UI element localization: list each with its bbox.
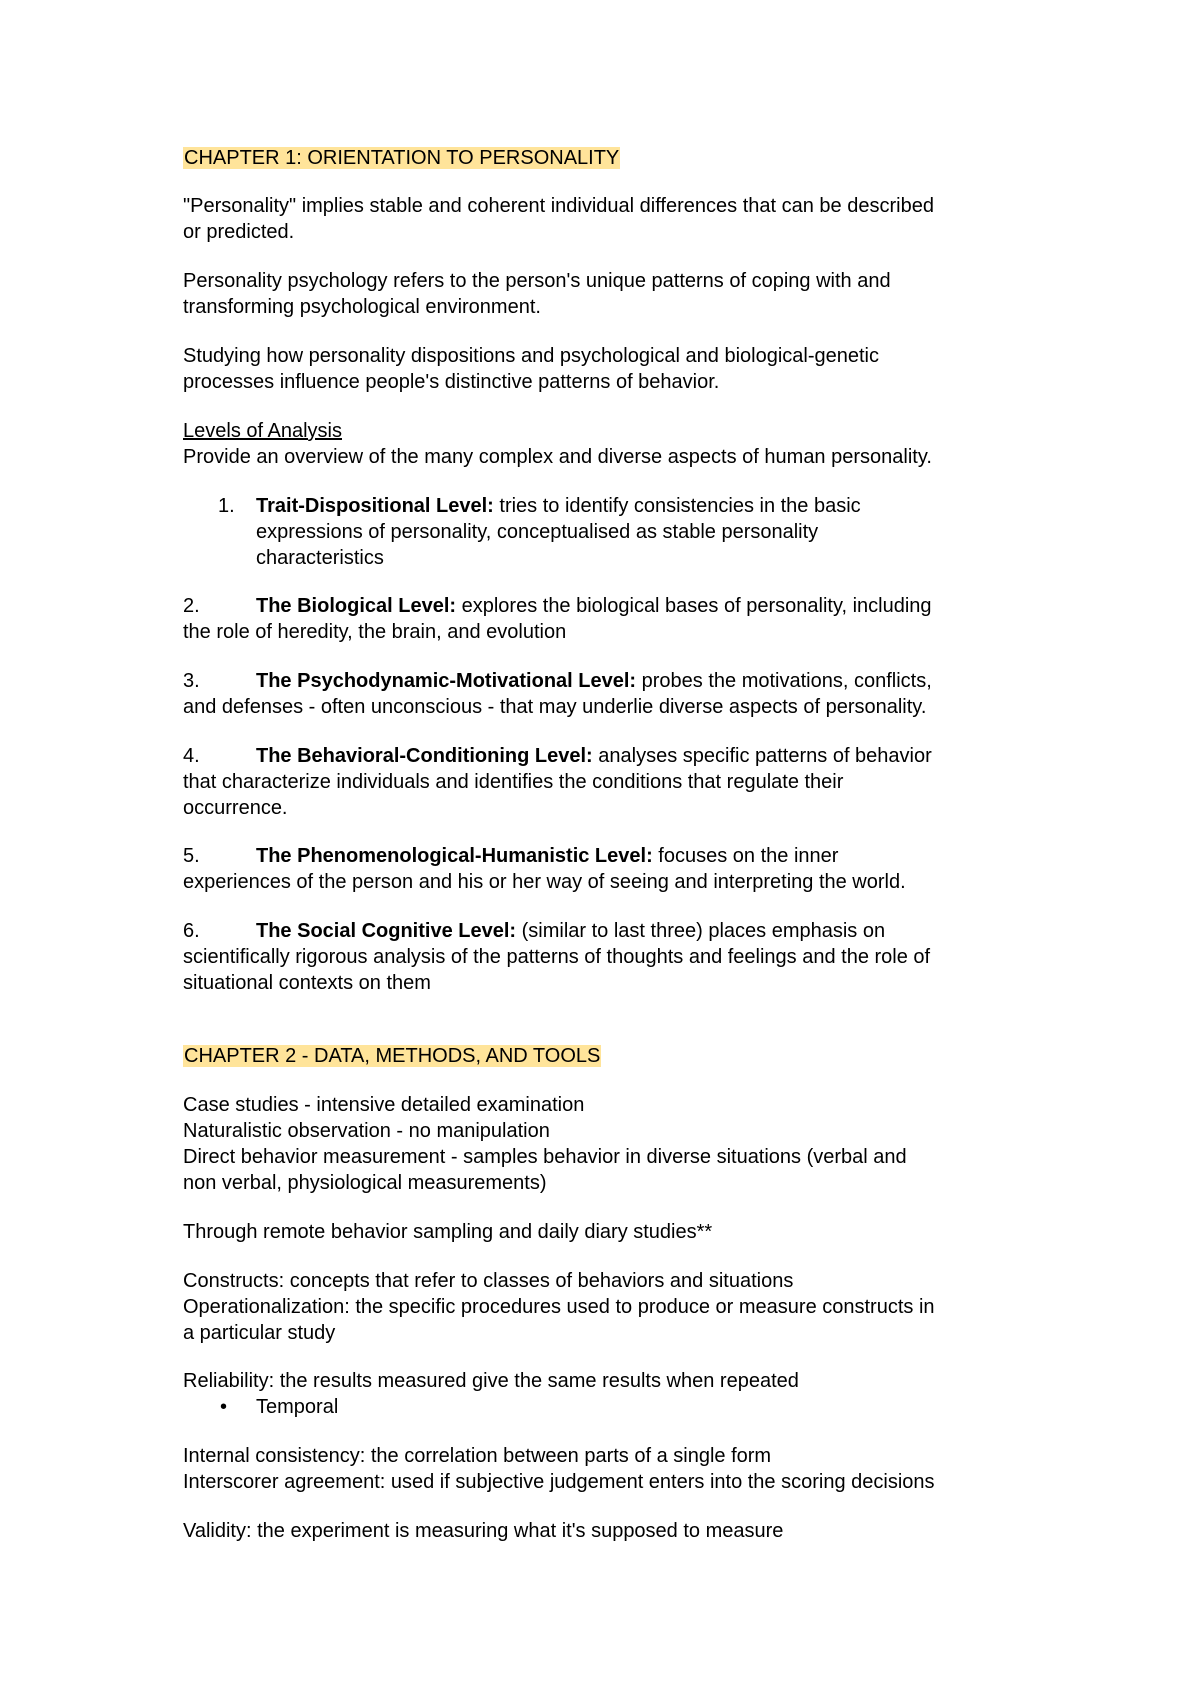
list-number: 4. — [183, 745, 200, 767]
levels-heading: Levels of Analysis — [183, 420, 342, 442]
chapter-2-heading — [183, 1043, 601, 1069]
level-title: The Biological Level: — [256, 595, 457, 617]
paragraph-line: a particular study — [183, 1322, 336, 1344]
level-title: Trait-Dispositional Level: — [256, 495, 494, 517]
chapter-1-heading-text: CHAPTER 1: ORIENTATION TO PERSONALITY — [184, 147, 620, 169]
paragraph-line: transforming psychological environment. — [183, 296, 541, 318]
list-item-line: and defenses - often unconscious - that may underlie diverse aspects of personality. — [183, 696, 927, 718]
paragraph-line: Personality psychology refers to the person's unique patterns of coping with and — [183, 270, 891, 292]
level-text: focuses on the inner — [652, 845, 839, 867]
paragraph-line: non verbal, physiological measurements) — [183, 1172, 547, 1194]
paragraph-line: Through remote behavior sampling and daily diary studies** — [183, 1221, 713, 1243]
paragraph-line: Reliability: the results measured give the same results when repeated — [183, 1370, 799, 1392]
list-number: 6. — [183, 920, 200, 942]
chapter-1-heading — [183, 145, 620, 171]
paragraph-line: Interscorer agreement: used if subjective judgement enters into the scoring decisions — [183, 1471, 935, 1493]
paragraph-line: "Personality" implies stable and coherent individual differences that can be described — [183, 195, 934, 217]
paragraph-line: Direct behavior measurement - samples behavior in diverse situations (verbal and — [183, 1146, 907, 1168]
level-title: The Phenomenological-Humanistic Level: — [256, 845, 653, 867]
bullet-item: Temporal — [256, 1396, 339, 1418]
level-title: The Social Cognitive Level: — [256, 920, 517, 942]
paragraph-line: Constructs: concepts that refer to classes of behaviors and situations — [183, 1270, 794, 1292]
level-text: (similar to last three) places emphasis on — [516, 920, 886, 942]
list-item-line: experiences of the person and his or her way of seeing and interpreting the world. — [183, 871, 906, 893]
level-text: explores the biological bases of personality, including — [456, 595, 932, 617]
level-text: probes the motivations, conflicts, — [636, 670, 932, 692]
paragraph-line: Case studies - intensive detailed examination — [183, 1094, 585, 1116]
paragraph-line: or predicted. — [183, 221, 295, 243]
levels-intro: Provide an overview of the many complex and diverse aspects of human personality. — [183, 446, 932, 468]
list-item-line: that characterize individuals and identifies the conditions that regulate their — [183, 771, 844, 793]
list-item-line: expressions of personality, conceptualised as stable personality — [256, 521, 819, 543]
paragraph-line: Naturalistic observation - no manipulation — [183, 1120, 550, 1142]
level-text: tries to identify consistencies in the basic — [493, 495, 861, 517]
level-title: The Psychodynamic-Motivational Level: — [256, 670, 637, 692]
list-item-line: characteristics — [256, 547, 384, 569]
paragraph-line: Internal consistency: the correlation between parts of a single form — [183, 1445, 772, 1467]
list-item-line — [183, 593, 932, 619]
list-item-line — [183, 668, 932, 694]
list-item-line: the role of heredity, the brain, and evolution — [183, 621, 567, 643]
list-item-line: scientifically rigorous analysis of the patterns of thoughts and feelings and the role of — [183, 946, 931, 968]
list-item-line: situational contexts on them — [183, 972, 431, 994]
level-text: analyses specific patterns of behavior — [592, 745, 932, 767]
list-number: 3. — [183, 670, 200, 692]
paragraph-line: processes influence people's distinctive patterns of behavior. — [183, 371, 720, 393]
list-item-line — [183, 918, 885, 944]
level-title: The Behavioral-Conditioning Level: — [256, 745, 593, 767]
list-item-line — [256, 493, 861, 519]
list-number: 5. — [183, 845, 200, 867]
list-number: 2. — [183, 595, 200, 617]
list-item-line: occurrence. — [183, 797, 288, 819]
bullet-icon: • — [220, 1396, 228, 1418]
list-item-line — [183, 743, 932, 769]
chapter-2-heading-text: CHAPTER 2 - DATA, METHODS, AND TOOLS — [184, 1045, 601, 1067]
paragraph-line: Studying how personality dispositions and psychological and biological-genetic — [183, 345, 879, 367]
list-item-line — [183, 843, 838, 869]
paragraph-line: Operationalization: the specific procedures used to produce or measure constructs in — [183, 1296, 935, 1318]
list-number: 1. — [218, 495, 235, 517]
paragraph-line: Validity: the experiment is measuring what it's supposed to measure — [183, 1520, 784, 1542]
